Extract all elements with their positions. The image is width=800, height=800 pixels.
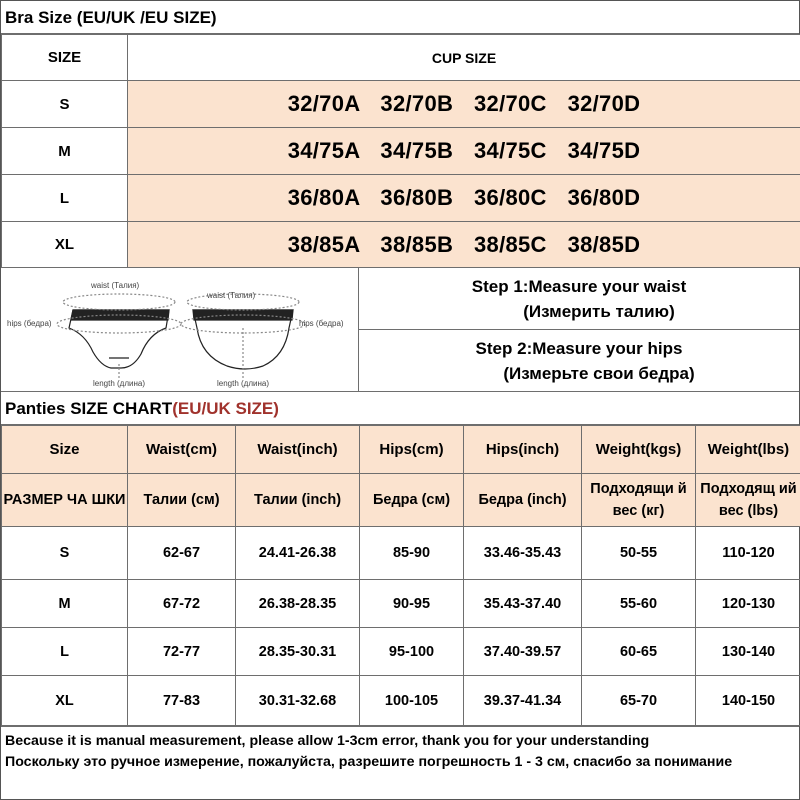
header-ru-cell: Подходящи й вес (кг) [582, 474, 696, 527]
table-cell: 140-150 [696, 676, 800, 726]
header-ru-cell: Талии (см) [128, 474, 236, 527]
step-1-text: Step 1:Measure your waist [471, 276, 687, 296]
size-cell: XL [2, 676, 128, 726]
bra-row-size: XL [2, 222, 128, 268]
panties-header-row [2, 426, 800, 474]
measurement-note [1, 726, 799, 795]
panty-front-icon [57, 294, 181, 378]
header-ru-cell: Бедра (см) [360, 474, 464, 527]
bra-row-cups: 36/80A 36/80B 36/80C 36/80D [128, 175, 800, 222]
bra-row-size: L [2, 175, 128, 222]
note-en: Because it is manual measurement, please allow 1-3cm error, thank you for your understanding [5, 733, 650, 749]
table-cell: 85-90 [360, 527, 464, 580]
header-cell: Size [2, 426, 128, 474]
bra-row-cups: 34/75A 34/75B 34/75C 34/75D [128, 128, 800, 175]
measure-illustration [1, 268, 359, 391]
table-cell: 90-95 [360, 580, 464, 628]
table-cell: 50-55 [582, 527, 696, 580]
step-2-text: Step 2:Measure your hips [475, 338, 683, 358]
panties-title-red: (EU/UK SIZE) [172, 399, 279, 418]
size-cell: S [2, 527, 128, 580]
length-label-back: length (длина) [217, 379, 270, 388]
table-cell: 67-72 [128, 580, 236, 628]
table-cell: 26.38-28.35 [236, 580, 360, 628]
table-row [2, 676, 800, 726]
table-cell: 24.41-26.38 [236, 527, 360, 580]
size-cell: M [2, 580, 128, 628]
step-1-ru: (Измерить талию) [523, 301, 675, 321]
table-cell: 55-60 [582, 580, 696, 628]
table-row [2, 580, 800, 628]
panties-title [1, 392, 799, 425]
table-cell: 130-140 [696, 628, 800, 676]
step-2 [359, 329, 799, 391]
step-1 [359, 268, 799, 329]
header-cell: Hips(cm) [360, 426, 464, 474]
hips-label: hips (бедра) [7, 319, 52, 328]
step-2-ru: (Измерьте свои бедра) [503, 363, 695, 383]
measure-section [1, 268, 799, 392]
header-cell: Waist(inch) [236, 426, 360, 474]
hips-label-back: hips (бедра) [299, 319, 344, 328]
size-cell: L [2, 628, 128, 676]
bra-row-cups: 38/85A 38/85B 38/85C 38/85D [128, 222, 800, 268]
bra-row-size: M [2, 128, 128, 175]
table-row [2, 628, 800, 676]
table-cell: 100-105 [360, 676, 464, 726]
bra-size-table [1, 34, 800, 268]
table-row [2, 527, 800, 580]
header-cell: Weight(kgs) [582, 426, 696, 474]
table-cell: 72-77 [128, 628, 236, 676]
length-label: length (длина) [93, 379, 146, 388]
panty-back-icon [181, 294, 305, 378]
table-cell: 110-120 [696, 527, 800, 580]
table-cell: 30.31-32.68 [236, 676, 360, 726]
header-ru-cell: Бедра (inch) [464, 474, 582, 527]
bra-size-header: SIZE [2, 35, 128, 81]
note-ru: Поскольку это ручное измерение, пожалуйста, разрешите погрешность 1 - 3 см, спасибо за пониманиe [5, 754, 733, 770]
panties-title-text: Panties SIZE CHART [5, 399, 173, 418]
table-cell: 35.43-37.40 [464, 580, 582, 628]
table-cell: 33.46-35.43 [464, 527, 582, 580]
header-ru-cell: РАЗМЕР ЧА ШКИ [2, 474, 128, 527]
panties-header-ru-row [2, 474, 800, 527]
header-cell: Hips(inch) [464, 426, 582, 474]
table-cell: 37.40-39.57 [464, 628, 582, 676]
waist-label: waist (Талия) [91, 281, 140, 290]
waist-label-back: waist (Талия) [207, 291, 256, 300]
table-cell: 60-65 [582, 628, 696, 676]
measure-steps [359, 268, 799, 391]
table-cell: 62-67 [128, 527, 236, 580]
header-cell: Weight(lbs) [696, 426, 800, 474]
panties-diagram [1, 268, 357, 390]
bra-row-size: S [2, 81, 128, 128]
table-cell: 95-100 [360, 628, 464, 676]
bra-row [2, 175, 800, 222]
header-cell: Waist(cm) [128, 426, 236, 474]
bra-size-title: Bra Size (EU/UK /EU SIZE) [1, 1, 799, 34]
table-cell: 120-130 [696, 580, 800, 628]
bra-row [2, 81, 800, 128]
table-cell: 77-83 [128, 676, 236, 726]
bra-row-cups: 32/70A 32/70B 32/70C 32/70D [128, 81, 800, 128]
table-cell: 28.35-30.31 [236, 628, 360, 676]
header-ru-cell: Подходящ ий вес (lbs) [696, 474, 800, 527]
table-cell: 39.37-41.34 [464, 676, 582, 726]
bra-header-row [2, 35, 800, 81]
bra-row [2, 128, 800, 175]
table-cell: 65-70 [582, 676, 696, 726]
bra-row [2, 222, 800, 268]
header-ru-cell: Талии (inch) [236, 474, 360, 527]
bra-cup-header: CUP SIZE [128, 35, 800, 81]
panties-size-table [1, 425, 800, 726]
